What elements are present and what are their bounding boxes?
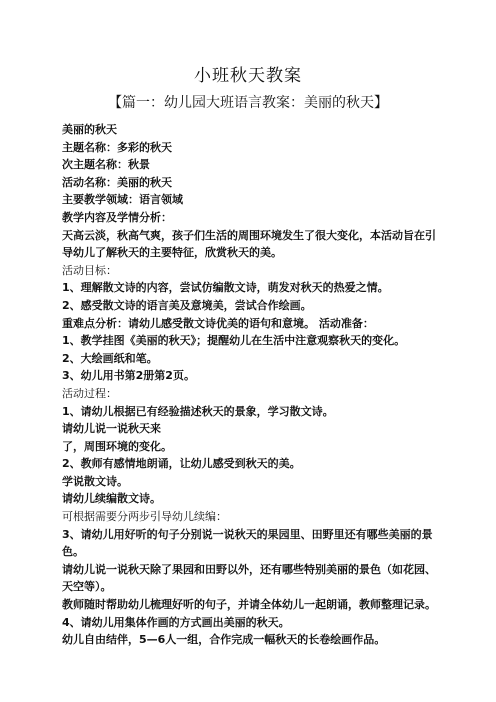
text-line: 重难点分析：请幼儿感受散文诗优美的语句和意境。 活动准备： — [62, 316, 374, 330]
text-line: 1、请幼儿根据已有经验描述秋天的景象，学习散文诗。 — [62, 404, 334, 418]
text-line: 2、教师有感情地朗诵，让幼儿感受到秋天的美。 — [62, 457, 301, 471]
text-line: 活动名称：美丽的秋天 — [62, 175, 172, 189]
text-line: 4、请幼儿用集体作画的方式画出美丽的秋天。 — [62, 615, 290, 629]
text-line: 请幼儿续编散文诗。 — [62, 492, 161, 506]
text-paragraph: 3、请幼儿用好听的句子分别说一说秋天的果园里、田野里还有哪些美丽的景色。 — [62, 527, 433, 559]
text-line: 教学内容及学情分析： — [62, 210, 172, 224]
text-line: 活动过程： — [62, 386, 117, 400]
document-title: 小班秋天教案 — [194, 66, 302, 86]
text-paragraph: 1、教学挂图《美丽的秋天》；提醒幼儿在生活中注意观察秋天的变化。 — [62, 334, 406, 348]
text-line: 幼儿自由结伴，5—6人一组，合作完成一幅秋天的长卷绘画作品。 — [62, 633, 386, 647]
document-body — [62, 121, 440, 649]
text-paragraph: 请幼儿说一说秋天除了果园和田野以外，还有哪些特别美丽的景色（如花园、天空等）。 — [62, 562, 436, 594]
text-line: 可根据需要分两步引导幼儿续编： — [62, 510, 227, 524]
text-line: 请幼儿说一说秋天来 — [62, 422, 161, 436]
text-line: 主要教学领域：语言领域 — [62, 193, 183, 207]
text-line: 次主题名称：秋景 — [62, 158, 150, 172]
text-line: 2、大绘画纸和笔。 — [62, 351, 158, 365]
text-paragraph: 教师随时帮助幼儿梳理好听的句子，并请全体幼儿一起朗诵，教师整理记录。 — [62, 598, 436, 612]
text-line: 学说散文诗。 — [62, 474, 128, 488]
document-subtitle: 【篇一：幼儿园大班语言教案：美丽的秋天】 — [108, 95, 388, 111]
text-line: 活动目标： — [62, 263, 117, 277]
text-line: 2、感受散文诗的语言美及意境美，尝试合作绘画。 — [62, 298, 312, 312]
text-line: 1、理解散文诗的内容，尝试仿编散文诗，萌发对秋天的热爱之情。 — [62, 281, 389, 295]
text-line: 了，周围环境的变化。 — [62, 439, 172, 453]
text-paragraph: 天高云淡，秋高气爽，孩子们生活的周围环境发生了很大变化，本活动旨在引导幼儿了解秋天的主要特征，欣赏秋天的美。 — [62, 228, 436, 260]
text-line: 3、幼儿用书第2册第2页。 — [62, 369, 195, 383]
text-line: 美丽的秋天 — [62, 123, 117, 136]
text-line: 主题名称：多彩的秋天 — [62, 140, 172, 154]
